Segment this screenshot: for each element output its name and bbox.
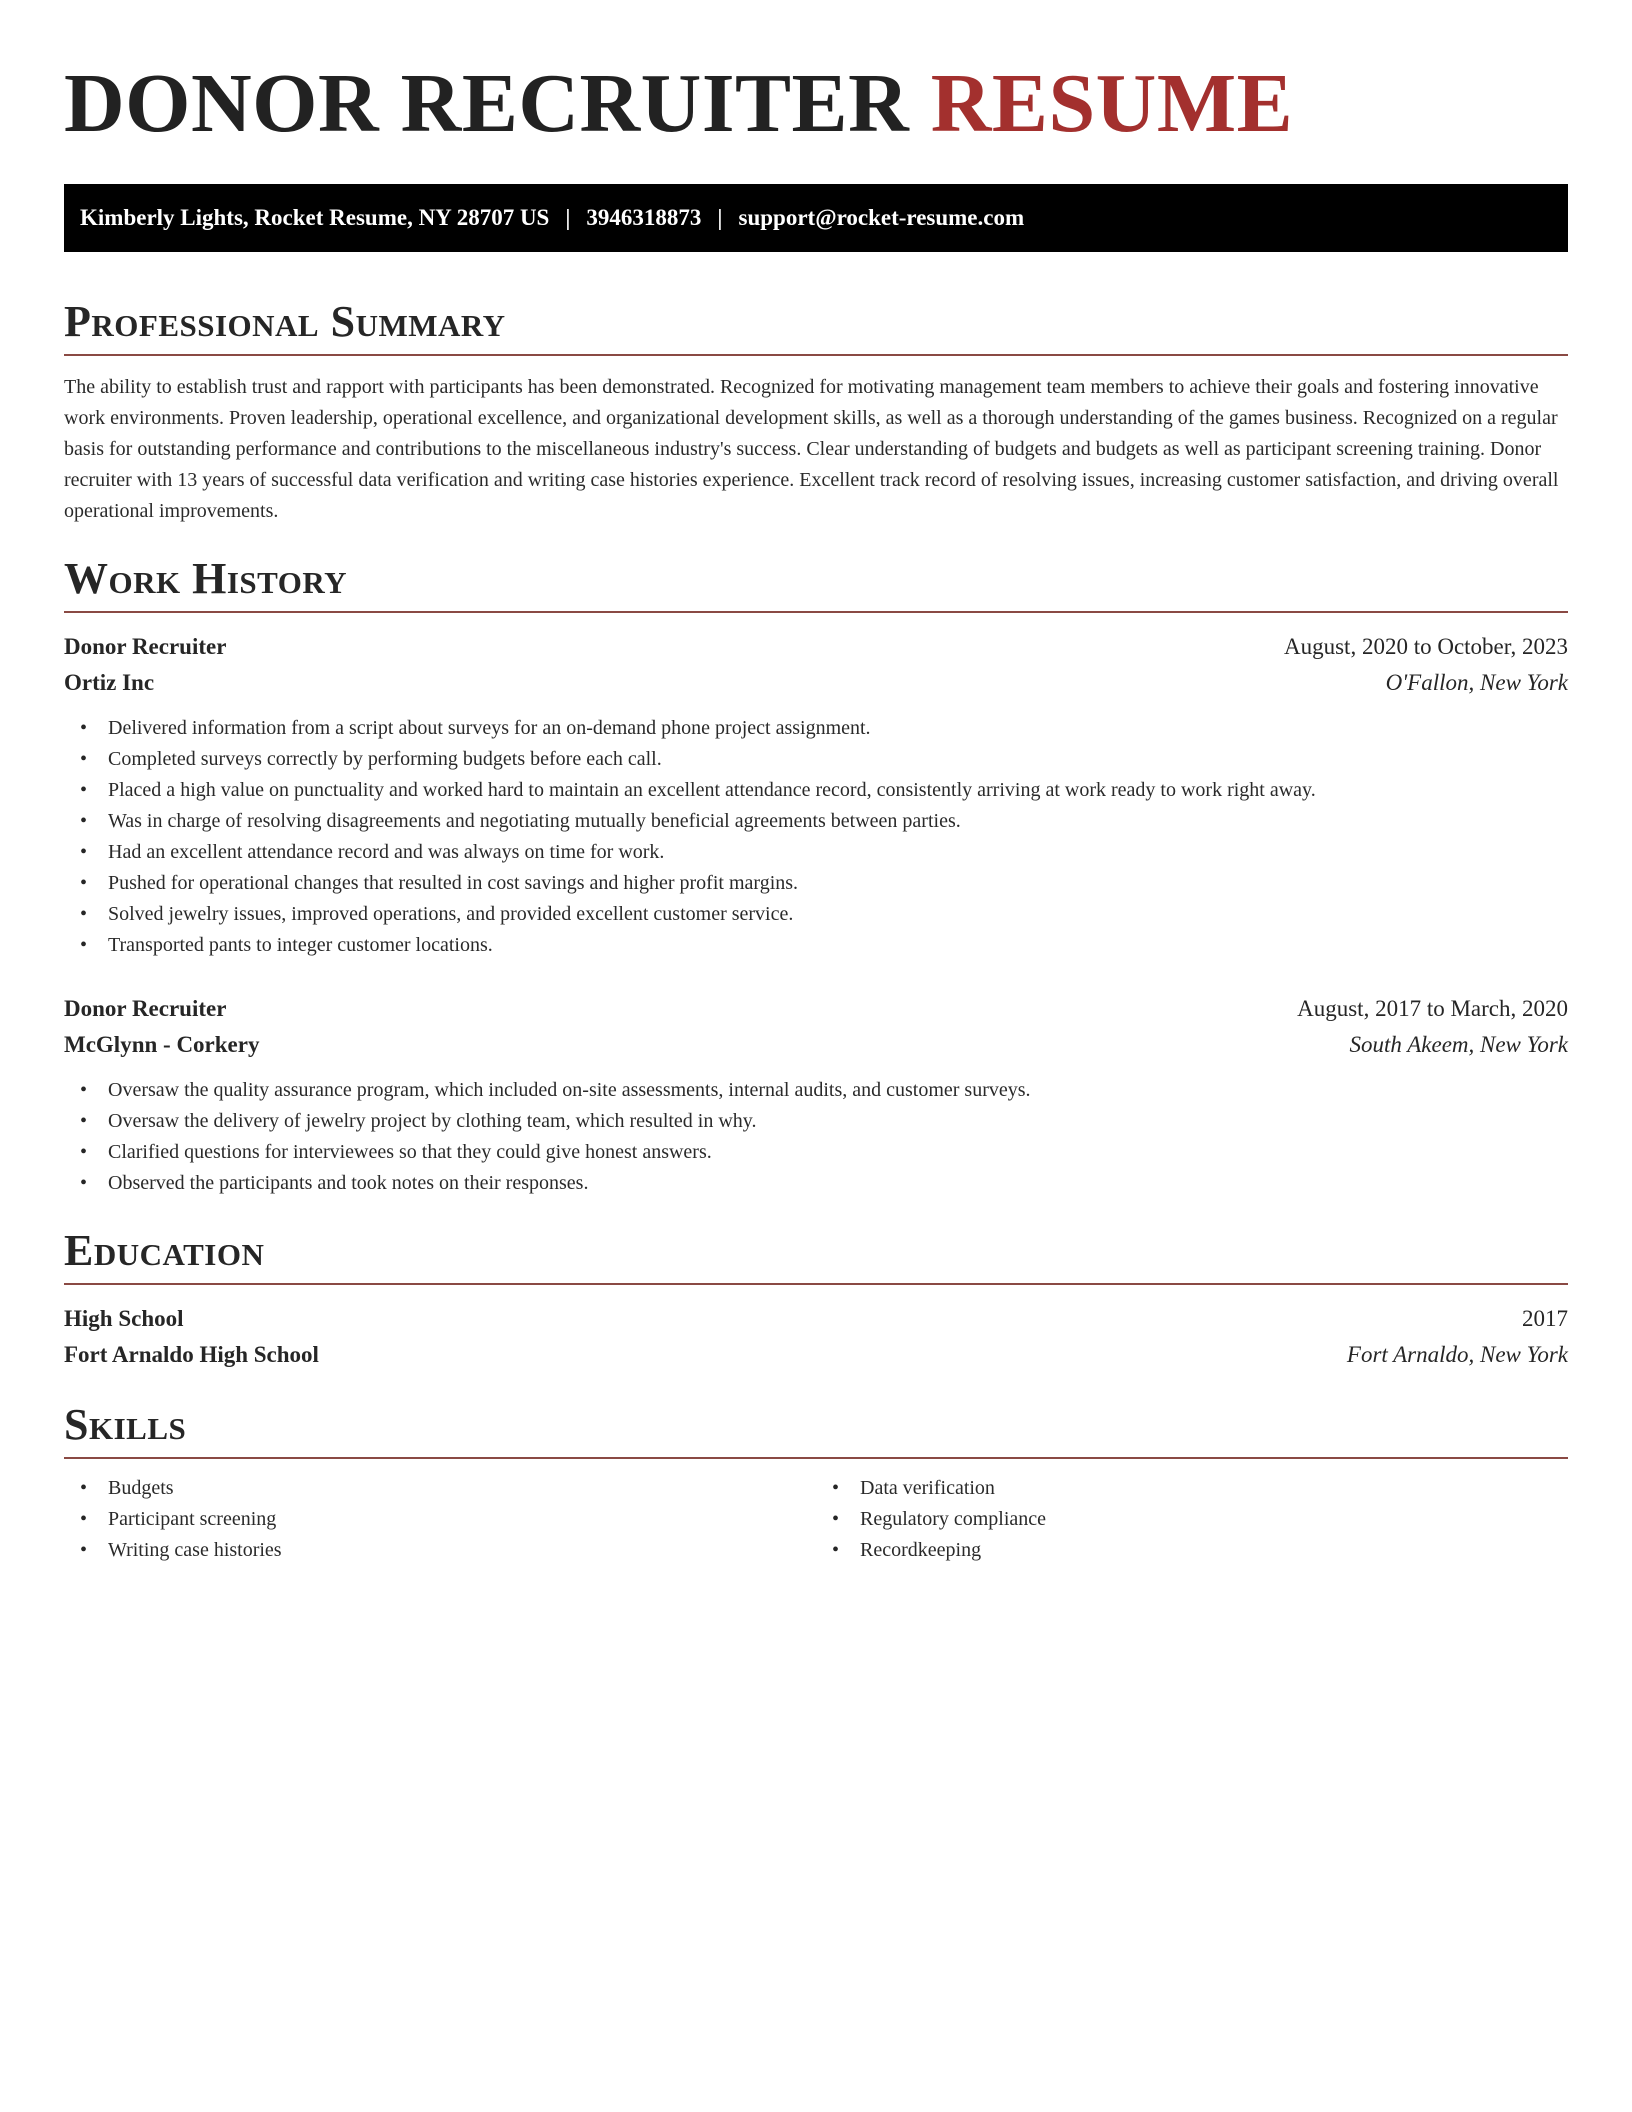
list-item: • Oversaw the delivery of jewelry project by clothing team, which resulted in why. — [64, 1106, 1568, 1137]
skill-item: • Recordkeeping — [816, 1535, 1568, 1566]
education-degree: High School — [64, 1306, 184, 1331]
list-item: • Delivered information from a script about surveys for an on-demand phone project assignment. — [64, 713, 1568, 744]
skill-item: • Regulatory compliance — [816, 1504, 1568, 1535]
list-item: • Had an excellent attendance record and was always on time for work. — [64, 837, 1568, 868]
title-accent: RESUME — [930, 57, 1294, 150]
skills-list — [64, 1473, 816, 1566]
education-degree-row — [64, 1301, 1568, 1337]
education-year: 2017 — [1522, 1306, 1568, 1331]
list-item: • Completed surveys correctly by performing budgets before each call. — [64, 744, 1568, 775]
education-location: Fort Arnaldo, New York — [1346, 1342, 1568, 1367]
education-section — [64, 1225, 1568, 1373]
contact-separator: | — [717, 205, 723, 230]
resume-title — [64, 56, 1568, 152]
job-header-row — [64, 991, 1568, 1027]
skill-item: • Participant screening — [64, 1504, 816, 1535]
contact-email: support@rocket-resume.com — [738, 205, 1025, 230]
summary-section — [64, 296, 1568, 527]
skills-list — [816, 1473, 1568, 1566]
education-school: Fort Arnaldo High School — [64, 1342, 319, 1367]
work-history-heading: Work History — [64, 554, 348, 603]
job-company-row — [64, 1027, 1568, 1063]
summary-text: The ability to establish trust and rapport with participants has been demonstrated. Recognized for motivating management team members to achieve their goals and fostering innovative work environments. Proven leadership, operational excellence, and organizational development skills, as well as a thorough understanding of the games business. Recognized on a regular basis for outstanding performance and contributions to the miscellaneous industry's success. Clear understanding of budgets and budgets as well as participant screening training. Donor recruiter with 13 years of successful data verification and writing case histories experience. Excellent track record of resolving issues, increasing customer satisfaction, and driving overall operational improvements. — [64, 376, 1559, 522]
job-duties-list — [64, 713, 1568, 961]
section-divider — [64, 1457, 1568, 1459]
skills-column-left — [64, 1473, 816, 1566]
job-location: South Akeem, New York — [1349, 1032, 1568, 1057]
job-title: Donor Recruiter — [64, 634, 227, 659]
contact-bar — [64, 184, 1568, 252]
job-entry — [64, 991, 1568, 1199]
skills-heading: Skills — [64, 1400, 187, 1449]
section-divider — [64, 354, 1568, 356]
job-header-row — [64, 629, 1568, 665]
skills-grid — [64, 1473, 1568, 1566]
work-history-section — [64, 553, 1568, 1199]
skill-item: • Writing case histories — [64, 1535, 816, 1566]
list-item: • Was in charge of resolving disagreements and negotiating mutually beneficial agreements between parties. — [64, 806, 1568, 837]
section-divider — [64, 611, 1568, 613]
list-item: • Pushed for operational changes that resulted in cost savings and higher profit margins. — [64, 868, 1568, 899]
job-location: O'Fallon, New York — [1385, 670, 1568, 695]
title-main: DONOR RECRUITER — [64, 57, 910, 150]
list-item: • Clarified questions for interviewees so that they could give honest answers. — [64, 1137, 1568, 1168]
section-divider — [64, 1283, 1568, 1285]
job-company: McGlynn - Corkery — [64, 1032, 260, 1057]
list-item: • Observed the participants and took notes on their responses. — [64, 1168, 1568, 1199]
contact-address: Kimberly Lights, Rocket Resume, NY 28707 US — [80, 205, 550, 230]
skills-column-right — [816, 1473, 1568, 1566]
skills-section — [64, 1399, 1568, 1566]
list-item: • Solved jewelry issues, improved operations, and provided excellent customer service. — [64, 899, 1568, 930]
education-heading: Education — [64, 1226, 265, 1275]
education-school-row — [64, 1337, 1568, 1373]
contact-separator: | — [565, 205, 571, 230]
list-item: • Transported pants to integer customer locations. — [64, 930, 1568, 961]
skill-item: • Budgets — [64, 1473, 816, 1504]
job-dates: August, 2020 to October, 2023 — [1284, 634, 1568, 659]
education-entry — [64, 1301, 1568, 1373]
contact-phone: 3946318873 — [586, 205, 702, 230]
skill-item: • Data verification — [816, 1473, 1568, 1504]
job-company: Ortiz Inc — [64, 670, 155, 695]
list-item: • Placed a high value on punctuality and worked hard to maintain an excellent attendance record, consistently arriving at work ready to work right away. — [64, 775, 1568, 806]
job-entry — [64, 629, 1568, 961]
list-item: • Oversaw the quality assurance program, which included on-site assessments, internal audits, and customer surveys. — [64, 1075, 1568, 1106]
job-title: Donor Recruiter — [64, 996, 227, 1021]
summary-heading: Professional Summary — [64, 297, 506, 346]
job-dates: August, 2017 to March, 2020 — [1297, 996, 1568, 1021]
job-company-row — [64, 665, 1568, 701]
job-duties-list — [64, 1075, 1568, 1199]
